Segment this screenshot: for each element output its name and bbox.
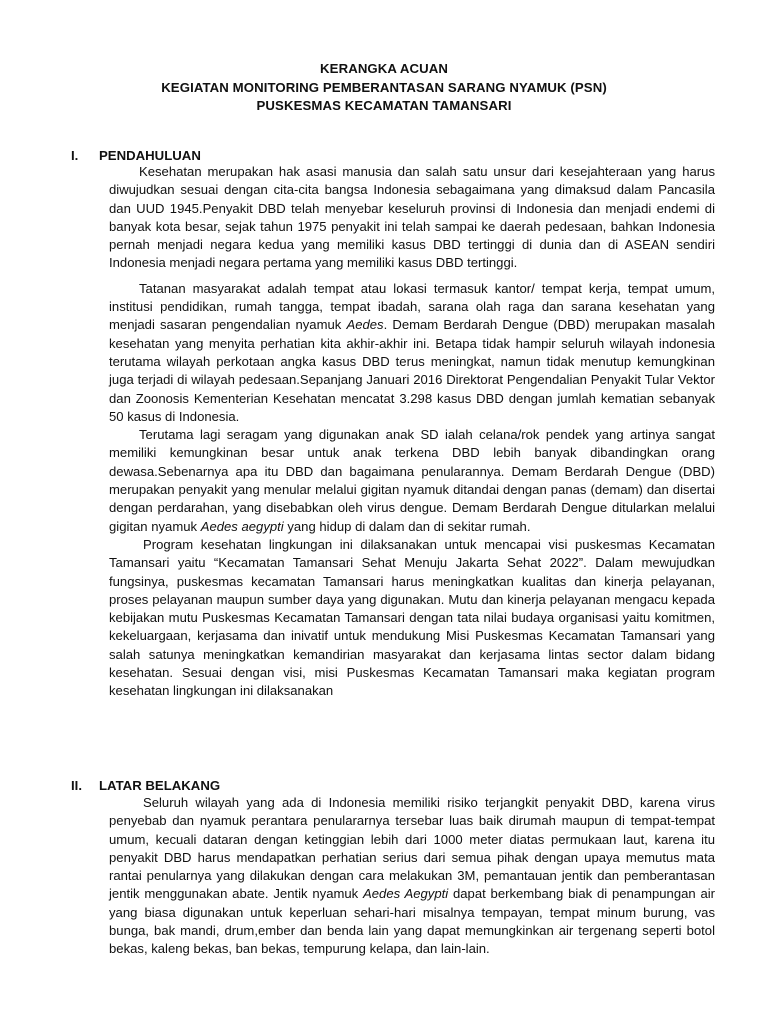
section-2-paragraph-1: Seluruh wilayah yang ada di Indonesia memiliki risiko terjangkit penyakit DBD, karena virus penyebab dan nyamuk perantara penulararnya tersebar luas baik dirumah maupun di tempat-tempat umum, kecuali dataran dengan ketinggian lebih dari 1000 meter diatas permukaan laut, karena itu penyakit DBD harus mendapatkan perhatian serius dari semua pihak dengan upaya memutus mata rantai penularnya yang dilakukan dengan cara melakukan 3M, pemantauan jentik dan pemberantasan jentik menggunakan abate. Jentik nyamuk Aedes Aegypti dapat berkembang biak di penampungan air yang biasa digunakan untuk keperluan sehari-hari misalnya tempayan, tempat minum burung, vas bunga, bak mandi, drum,ember dan benda lain yang dapat memungkinkan air tergenang seperti botol bekas, kaleng bekas, ban bekas, tempurung kelapa, dan lain-lain. bbox=[109, 795, 716, 957]
section-2-number: II. bbox=[71, 778, 82, 793]
section-2-heading bbox=[71, 778, 220, 793]
section-1-title: PENDAHULUAN bbox=[99, 148, 201, 163]
section-1-number: I. bbox=[71, 148, 79, 163]
title-line-1: KERANGKA ACUAN bbox=[320, 61, 448, 76]
title-line-2: KEGIATAN MONITORING PEMBERANTASAN SARANG NYAMUK (PSN) bbox=[161, 79, 607, 95]
section-1-paragraph-1: Kesehatan merupakan hak asasi manusia dan salah satu unsur dari kesejahteraan yang harus diwujudkan sesuai dengan cita-cita bangsa Indonesia sebagaimana yang dimaksud dalam Pancasila dan UUD 1945.Penyakit DBD telah menyebar keseluruh provinsi di Indonesia dan menjadi endemi di banyak kota besar, sejak tahun 1975 penyakit ini telah sampai ke daerah pedesaan, bahkan Indonesia pernah menjadi negara kedua yang memiliki kasus DBD tertinggi di dunia dan di ASEAN sendiri Indonesia menjadi negara pertama yang memiliki kasus DBD tertinggi. bbox=[109, 164, 715, 271]
section-1-paragraph-3: Terutama lagi seragam yang digunakan anak SD ialah celana/rok pendek yang artinya sangat memiliki kemungkinan besar untuk anak terkena DBD lebih banyak dibandingkan orang dewasa.Sebenarnya apa itu DBD dan bagaimana penularannya. Demam Berdarah Dengue (DBD) merupakan penyakit yang menular melalui gigitan nyamuk ditandai dengan panas (demam) dan disertai dengan perdarahan, yang disebabkan oleh virus dengue. Demam Berdarah Dengue ditularkan melalui gigitan nyamuk Aedes aegypti yang hidup di dalam dan di sekitar rumah. bbox=[109, 427, 715, 534]
section-1-heading bbox=[71, 148, 201, 163]
italic-term-aedes-aegypti-2: Aedes Aegypti bbox=[363, 886, 449, 902]
section-1-paragraph-4: Program kesehatan lingkungan ini dilaksanakan untuk mencapai visi puskesmas Kecamatan Tamansari yaitu “Kecamatan Tamansari Sehat Menuju Jakarta Sehat 2022”. Dalam mewujudkan fungsinya, puskesmas kecamatan Tamansari harus meningkatkan kualitas dan kinerja pelayanan, proses pelayanan maupun sumber daya yang digunakan. Mutu dan kinerja pelayanan mengacu kepada kebijakan mutu Puskesmas Kecamatan Tamansari dengan tata nilai budaya organisasi yaitu komitmen, kekeluargaan, kerjasama dan inivatif untuk mendukung Misi Puskesmas Kecamatan Tamansari yang salah satunya meningkatkan kemandirian masyarakat dan kerjasama lintas sector dalam bidang kesehatan. Sesuai dengan visi, misi Puskesmas Kecamatan Tamansari maka kegiatan program kesehatan lingkungan ini dilaksanakan bbox=[109, 536, 715, 699]
italic-term-aedes-aegypti: Aedes aegypti bbox=[200, 518, 284, 534]
italic-term-aedes: Aedes bbox=[346, 317, 384, 333]
document-title bbox=[0, 60, 768, 116]
section-2-title: LATAR BELAKANG bbox=[99, 778, 221, 793]
section-1-paragraph-2: Tatanan masyarakat adalah tempat atau lokasi termasuk kantor/ tempat kerja, tempat umum, institusi pendidikan, rumah tangga, tempat ibadah, sarana olah raga dan sarana kesehatan yang menjadi sasaran pengendalian nyamuk Aedes. Demam Berdarah Dengue (DBD) merupakan masalah kesehatan yang menyita perhatian kita akhir-akhir ini. Betapa tidak hampir seluruh wilayah indonesia terutama wilayah perkotaan angka kasus DBD terus meningkat, namun tidak menutup kemungkinan juga terjadi di wilayah pedesaan.Sepanjang Januari 2016 Direktorat Pengendalian Penyakit Tular Vektor dan Zoonosis Kementerian Kesehatan mencatat 3.298 kasus DBD dengan jumlah kematian sebanyak 50 kasus di Indonesia. bbox=[109, 280, 715, 424]
section-2-body bbox=[109, 794, 715, 959]
section-1-body bbox=[109, 163, 715, 701]
title-line-3: PUSKESMAS KECAMATAN TAMANSARI bbox=[256, 98, 512, 113]
